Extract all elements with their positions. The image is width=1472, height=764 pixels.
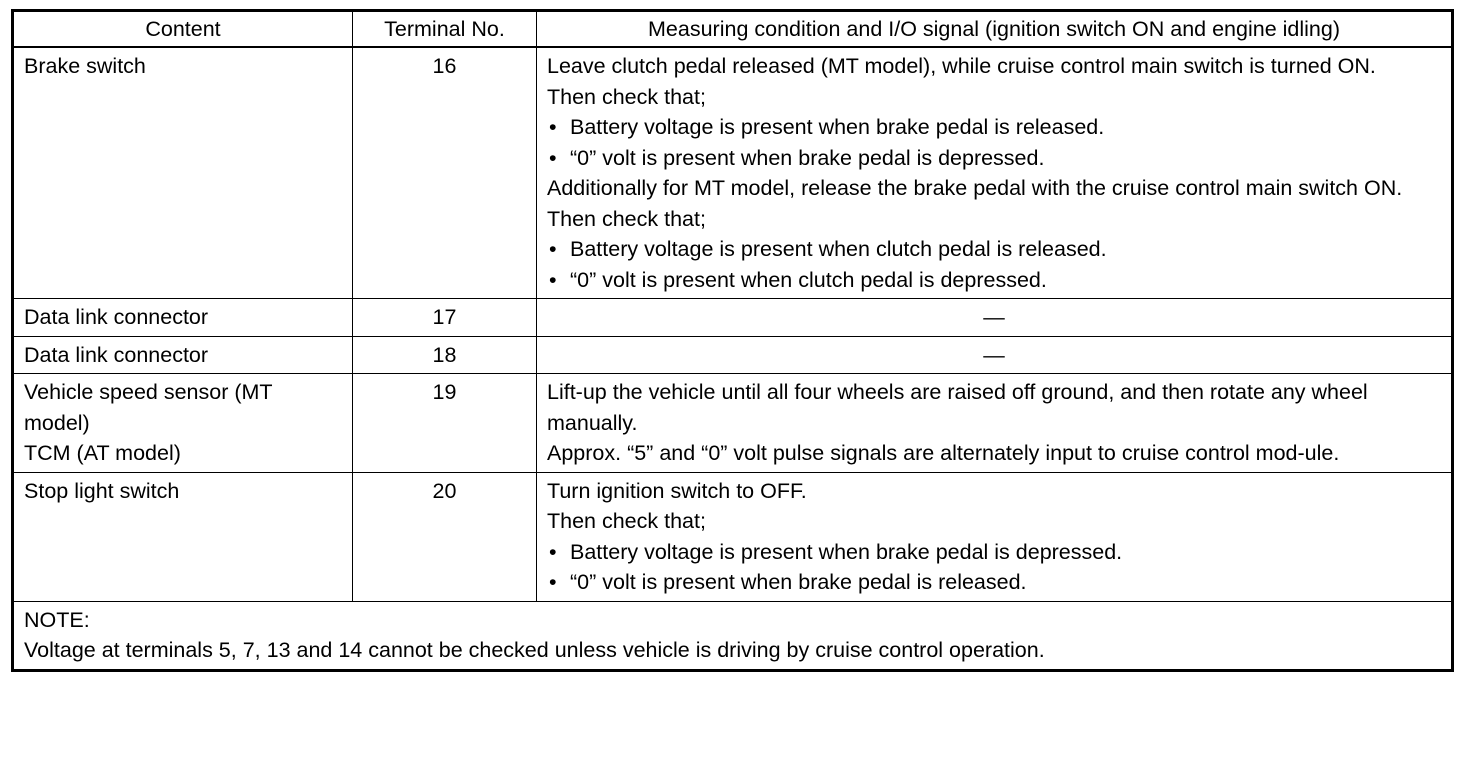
table-row [13, 374, 1453, 473]
note-cell [13, 601, 1453, 670]
content-line: TCM (AT model) [24, 441, 181, 465]
condition-line: Then check that; [547, 84, 706, 109]
condition-bullet: • “0” volt is present when brake pedal is released. [547, 567, 1441, 598]
condition-line: Approx. “5” and “0” volt pulse signals are alternately input to cruise control mod-ule. [547, 441, 1340, 465]
note-row [13, 601, 1453, 670]
row-terminal-no: 17 [353, 299, 537, 337]
table-row [13, 472, 1453, 601]
row-condition-dash: — [537, 336, 1453, 374]
table-row [13, 47, 1453, 299]
condition-line: Then check that; [547, 509, 706, 533]
condition-bullet: • Battery voltage is present when brake pedal is released. [547, 112, 1441, 143]
row-terminal-no: 18 [353, 336, 537, 374]
condition-line: Leave clutch pedal released (MT model), while cruise control main switch is turned ON. [547, 54, 1376, 78]
condition-line: Additionally for MT model, release the brake pedal with the cruise control main switch ON. [547, 176, 1403, 200]
header-terminal-no: Terminal No. [353, 11, 537, 48]
row-condition [537, 47, 1453, 299]
table-row [13, 299, 1453, 337]
condition-line: Turn ignition switch to OFF. [547, 478, 807, 503]
note-text: Voltage at terminals 5, 7, 13 and 14 cannot be checked unless vehicle is driving by cruise control operation. [24, 638, 1045, 662]
row-terminal-no: 19 [353, 374, 537, 473]
row-terminal-no: 20 [353, 472, 537, 601]
content-line: Vehicle speed sensor (MT model) [24, 380, 273, 435]
row-content: Stop light switch [13, 472, 353, 601]
header-content: Content [13, 11, 353, 48]
row-content: Brake switch [13, 47, 353, 299]
row-condition-dash: — [537, 299, 1453, 337]
condition-bullet: • Battery voltage is present when brake pedal is depressed. [547, 537, 1441, 568]
table-row [13, 336, 1453, 374]
row-terminal-no: 16 [353, 47, 537, 299]
header-measuring-condition: Measuring condition and I/O signal (ignition switch ON and engine idling) [537, 11, 1453, 48]
table-header-row [13, 11, 1453, 48]
condition-bullet: • Battery voltage is present when clutch pedal is released. [547, 234, 1441, 265]
condition-line: Lift-up the vehicle until all four wheels are raised off ground, and then rotate any wheel manually. [547, 380, 1368, 435]
row-content [13, 374, 353, 473]
document-sheet [11, 9, 1454, 672]
terminal-spec-table [11, 9, 1454, 672]
row-condition [537, 374, 1453, 473]
note-label: NOTE: [24, 607, 90, 632]
condition-bullet: • “0” volt is present when clutch pedal is depressed. [547, 265, 1441, 296]
row-content: Data link connector [13, 336, 353, 374]
row-condition [537, 472, 1453, 601]
row-content: Data link connector [13, 299, 353, 337]
condition-bullet: • “0” volt is present when brake pedal is depressed. [547, 143, 1441, 174]
condition-line: Then check that; [547, 206, 706, 231]
